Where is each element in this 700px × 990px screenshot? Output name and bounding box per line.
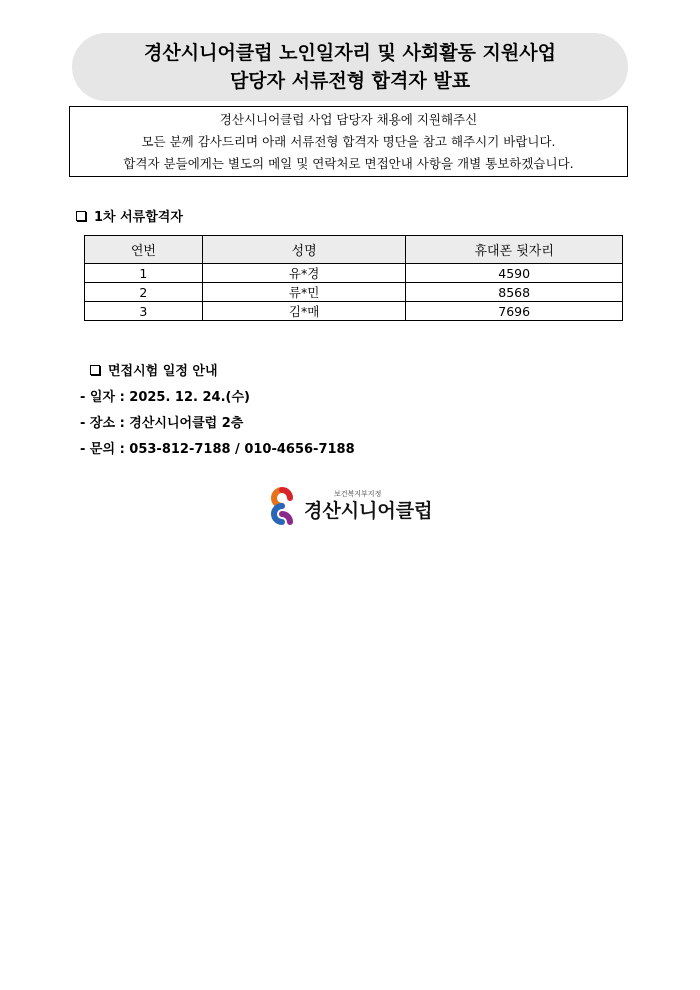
phone-last-digits: 4590 bbox=[406, 264, 623, 283]
section-heading-label: 1차 서류합격자 bbox=[94, 210, 183, 225]
interview-date: - 일자 : 2025. 12. 24.(수) bbox=[80, 390, 250, 405]
page-title bbox=[72, 33, 628, 101]
table-header-row bbox=[85, 236, 623, 264]
section-heading-interview bbox=[90, 360, 218, 379]
title-line-2: 담당자 서류전형 합격자 발표 bbox=[229, 70, 471, 92]
notice-box bbox=[69, 106, 628, 177]
logo-name: 경산시니어클럽 bbox=[304, 499, 433, 522]
senior-club-logo bbox=[264, 485, 444, 527]
checkbox-square-icon bbox=[76, 211, 86, 221]
section-heading-results bbox=[76, 206, 183, 225]
column-header: 휴대폰 뒷자리 bbox=[406, 236, 623, 264]
phone-last-digits: 7696 bbox=[406, 302, 623, 321]
column-header: 성명 bbox=[202, 236, 406, 264]
table-row bbox=[85, 283, 623, 302]
title-line-1: 경산시니어클럽 노인일자리 및 사회활동 지원사업 bbox=[144, 42, 556, 64]
interview-place: - 장소 : 경산시니어클럽 2층 bbox=[80, 416, 244, 431]
applicant-name: 김*매 bbox=[202, 302, 406, 321]
table-row bbox=[85, 264, 623, 283]
results-table bbox=[84, 235, 623, 321]
table-row bbox=[85, 302, 623, 321]
row-number: 1 bbox=[85, 264, 203, 283]
section-heading-label: 면접시험 일정 안내 bbox=[108, 364, 218, 379]
notice-line-3: 합격자 분들에게는 별도의 메일 및 연락처로 면접안내 사항을 개별 통보하겠습니다. bbox=[123, 155, 574, 171]
phone-last-digits: 8568 bbox=[406, 283, 623, 302]
applicant-name: 유*경 bbox=[202, 264, 406, 283]
checkbox-square-icon bbox=[90, 365, 100, 375]
logo-emblem-icon bbox=[264, 486, 300, 526]
notice-line-1: 경산시니어클럽 사업 담당자 채용에 지원해주신 bbox=[219, 111, 478, 127]
column-header: 연번 bbox=[85, 236, 203, 264]
row-number: 2 bbox=[85, 283, 203, 302]
interview-contact: - 문의 : 053-812-7188 / 010-4656-7188 bbox=[80, 442, 355, 457]
applicant-name: 류*민 bbox=[202, 283, 406, 302]
row-number: 3 bbox=[85, 302, 203, 321]
logo-subtitle: 보건복지부지정 bbox=[334, 489, 382, 498]
notice-line-2: 모든 분께 감사드리며 아래 서류전형 합격자 명단을 참고 해주시기 바랍니다. bbox=[141, 133, 556, 149]
